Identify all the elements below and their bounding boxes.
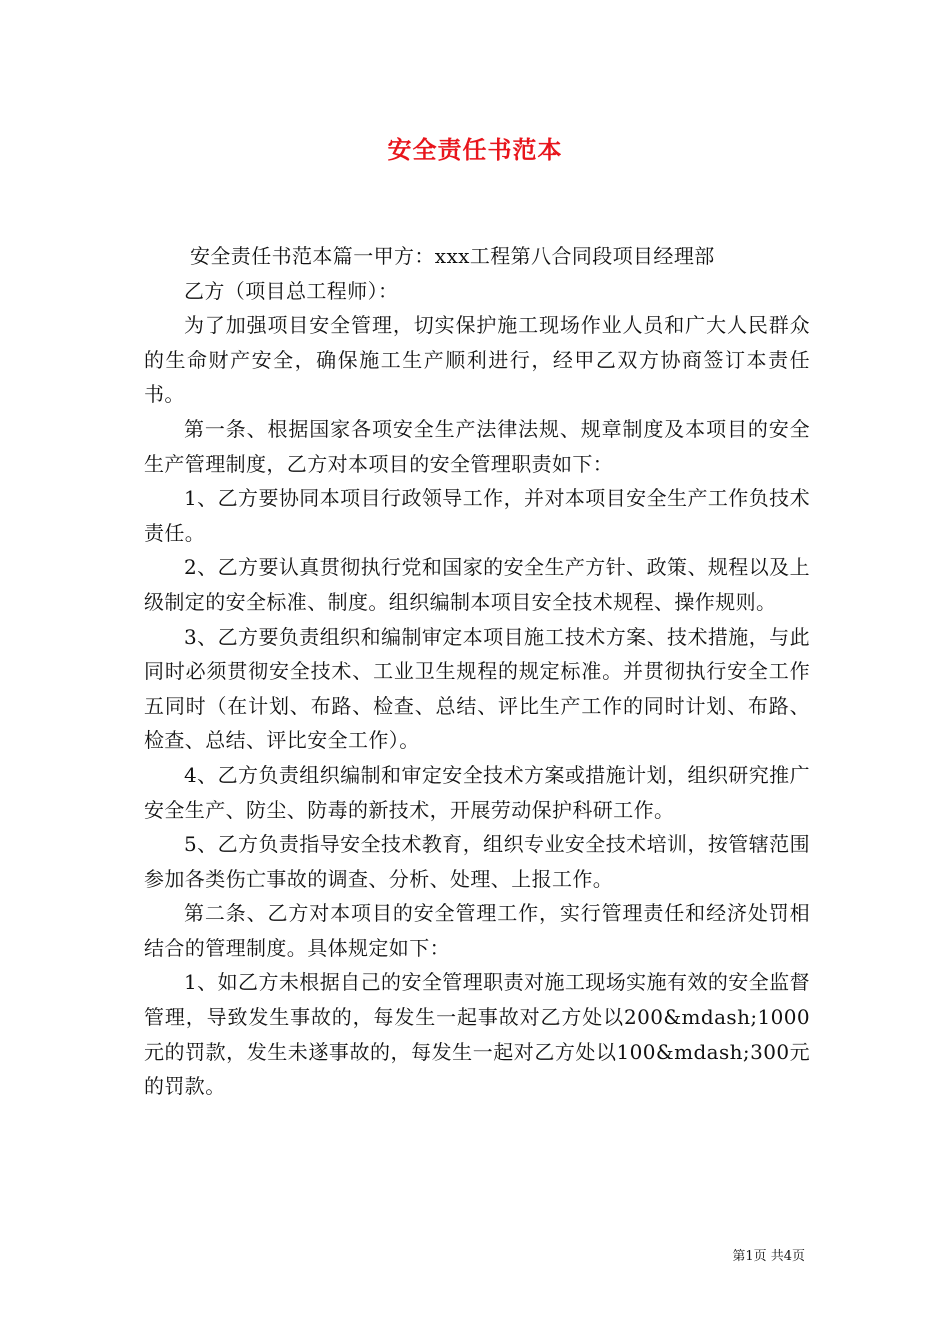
paragraph-item-3: 3、乙方要负责组织和编制审定本项目施工技术方案、技术措施，与此同时必须贯彻安全技术、工业卫生规程的规定标准。并贯彻执行安全工作五同时（在计划、布路、检查、总结、评比生产工作的同时计划、布路、检查、总结、评比安全工作）。 xyxy=(144,624,810,753)
document-body xyxy=(144,239,810,1104)
page-number-footer: 第1页 共4页 xyxy=(732,1249,805,1264)
paragraph-item-2: 2、乙方要认真贯彻执行党和国家的安全生产方针、政策、规程以及上级制定的安全标准、制度。组织编制本项目安全技术规程、操作规则。 xyxy=(144,555,810,614)
paragraph-article-2: 第二条、乙方对本项目的安全管理工作，实行管理责任和经济处罚相结合的管理制度。具体规定如下： xyxy=(144,901,810,960)
paragraph-article-1: 第一条、根据国家各项安全生产法律法规、规章制度及本项目的安全生产管理制度，乙方对本项目的安全管理职责如下： xyxy=(144,416,810,476)
paragraph-item-1: 1、乙方要协同本项目行政领导工作，并对本项目安全生产工作负技术责任。 xyxy=(144,486,810,545)
document-title: 安全责任书范本 xyxy=(387,135,563,164)
paragraph-item-4: 4、乙方负责组织编制和审定安全技术方案或措施计划，组织研究推广安全生产、防尘、防毒的新技术，开展劳动保护科研工作。 xyxy=(144,762,810,822)
paragraph-parties-a: 安全责任书范本篇一甲方：xxx工程第八合同段项目经理部 xyxy=(190,244,715,268)
paragraph-parties-b: 乙方（项目总工程师）： xyxy=(184,278,399,303)
paragraph-purpose: 为了加强项目安全管理，切实保护施工现场作业人员和广大人民群众的生命财产安全，确保施工生产顺利进行，经甲乙双方协商签订本责任书。 xyxy=(144,313,810,407)
paragraph-item-5: 5、乙方负责指导安全技术教育，组织专业安全技术培训，按管辖范围参加各类伤亡事故的调查、分析、处理、上报工作。 xyxy=(144,832,810,891)
paragraph-penalty-1: 1、如乙方未根据自己的安全管理职责对施工现场实施有效的安全监督管理，导致发生事故的，每发生一起事故对乙方处以200&mdash;1000元的罚款，发生未遂事故的，每发生一起对乙方处以100&mdash;300元的罚款。 xyxy=(144,970,810,1099)
